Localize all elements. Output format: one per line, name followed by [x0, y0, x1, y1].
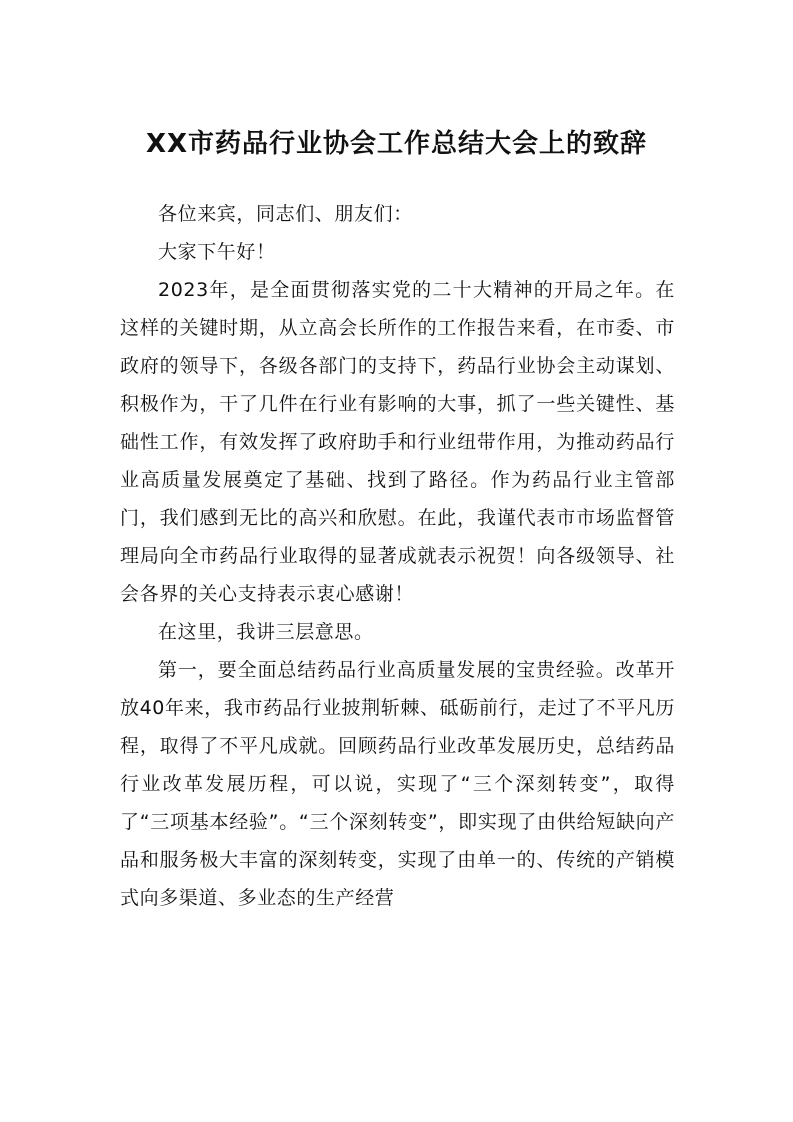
paragraph-overview: 2023年，是全面贯彻落实党的二十大精神的开局之年。在这样的关键时期，从立高会长所作的工作报告来看，在市委、市政府的领导下，各级各部门的支持下，药品行业协会主动谋划、积极作为，干了几件在行业有影响的大事，抓了一些关键性、基础性工作，有效发挥了政府助手和行业纽带作用，为推动药品行业高质量发展奠定了基础、找到了路径。作为药品行业主管部门，我们感到无比的高兴和欣慰。在此，我谨代表市市场监督管理局向全市药品行业取得的显著成就表示祝贺！向各级领导、社会各界的关心支持表示衷心感谢！ [120, 279, 675, 605]
paragraph-greeting: 各位来宾，同志们、朋友们： [158, 203, 413, 225]
document-body [120, 195, 675, 917]
paragraph-three-points-intro: 在这里，我讲三层意思。 [158, 621, 374, 643]
document-title: XX市药品行业协会工作总结大会上的致辞 [145, 129, 648, 159]
paragraph-salutation: 大家下午好！ [158, 241, 276, 263]
paragraph-first-point: 第一，要全面总结药品行业高质量发展的宝贵经验。改革开放40年来，我市药品行业披荆斩棘、砥砺前行，走过了不平凡历程，取得了不平凡成就。回顾药品行业改革发展历史，总结药品行业改革发展历程，可以说，实现了“三个深刻转变”，取得了“三项基本经验”。“三个深刻转变”，即实现了由供给短缺向产品和服务极大丰富的深刻转变，实现了由单一的、传统的产销模式向多渠道、多业态的生产经营 [120, 659, 675, 909]
